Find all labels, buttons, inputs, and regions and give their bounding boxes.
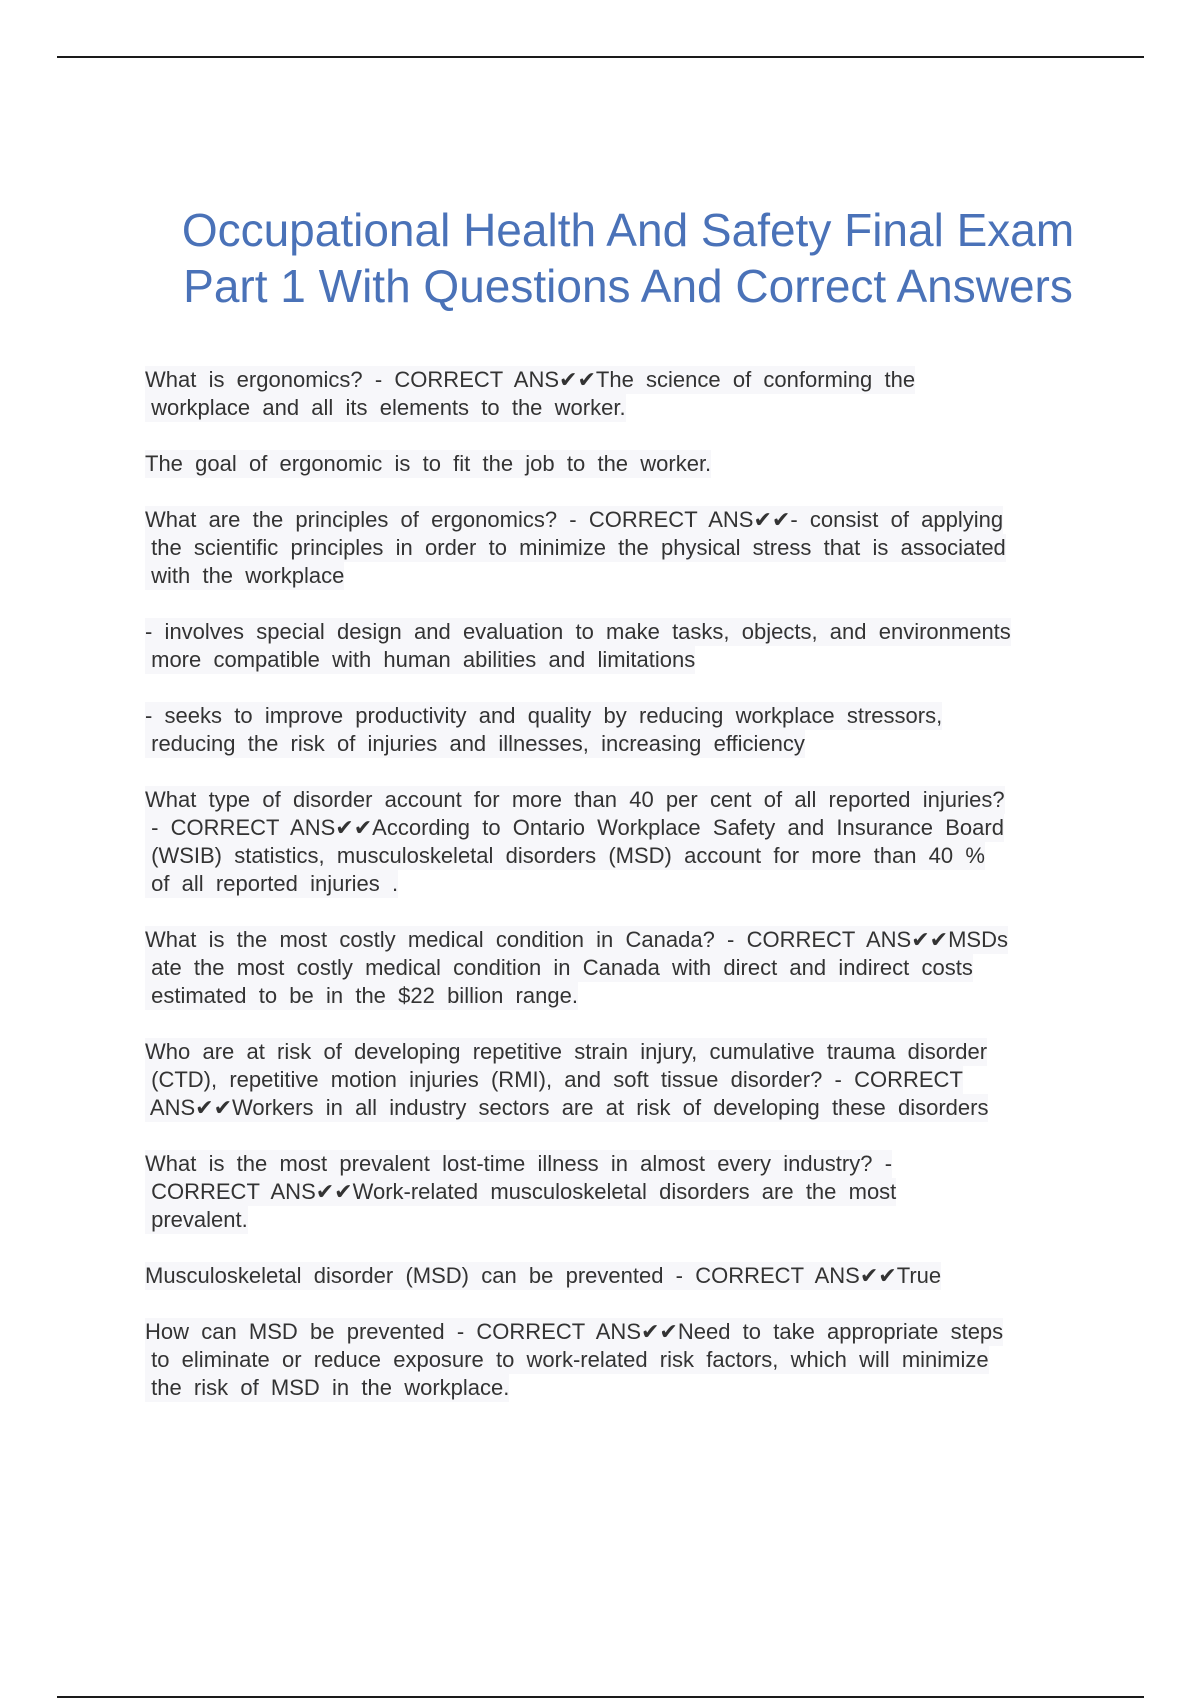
paragraph-line: (WSIB) statistics, musculoskeletal disorders (MSD) account for more than 40 % (145, 843, 985, 868)
paragraph-line: the scientific principles in order to minimize the physical stress that is associated (145, 535, 1006, 560)
document-title-line-1: Occupational Health And Safety Final Exam (181, 204, 1075, 256)
paragraph-line: estimated to be in the $22 billion range. (145, 983, 578, 1008)
paragraph-line: Musculoskeletal disorder (MSD) can be prevented - CORRECT ANS✔✔True (145, 1263, 942, 1288)
qa-paragraph (145, 1262, 1090, 1290)
paragraph-line: the risk of MSD in the workplace. (145, 1375, 510, 1400)
paragraph-line: of all reported injuries . (145, 871, 399, 896)
paragraph-line: ANS✔✔Workers in all industry sectors are at risk of developing these disorders (145, 1095, 989, 1120)
qa-paragraph (145, 450, 1090, 478)
qa-content (145, 366, 1090, 1430)
document-title-line-2: Part 1 With Questions And Correct Answers (183, 260, 1073, 312)
paragraph-line: more compatible with human abilities and limitations (145, 647, 696, 672)
paragraph-line: - involves special design and evaluation to make tasks, objects, and environments (145, 619, 1011, 644)
paragraph-line: prevalent. (145, 1207, 248, 1232)
document-title (148, 202, 1108, 314)
qa-paragraph (145, 506, 1090, 590)
paragraph-line: (CTD), repetitive motion injuries (RMI), and soft tissue disorder? - CORRECT (145, 1067, 963, 1092)
qa-paragraph (145, 926, 1090, 1010)
qa-paragraph (145, 1318, 1090, 1402)
qa-paragraph (145, 618, 1090, 674)
paragraph-line: The goal of ergonomic is to fit the job to the worker. (145, 451, 712, 476)
top-rule (57, 56, 1144, 58)
paragraph-line: What is the most costly medical condition in Canada? - CORRECT ANS✔✔MSDs (145, 927, 1008, 952)
paragraph-line: What are the principles of ergonomics? - CORRECT ANS✔✔- consist of applying (145, 507, 1004, 532)
qa-paragraph (145, 702, 1090, 758)
paragraph-line: Who are at risk of developing repetitive strain injury, cumulative trauma disorder (145, 1039, 988, 1064)
paragraph-line: ate the most costly medical condition in Canada with direct and indirect costs (145, 955, 973, 980)
qa-paragraph (145, 1150, 1090, 1234)
paragraph-line: CORRECT ANS✔✔Work-related musculoskeletal disorders are the most (145, 1179, 897, 1204)
paragraph-line: to eliminate or reduce exposure to work-related risk factors, which will minimize (145, 1347, 989, 1372)
paragraph-line: reducing the risk of injuries and illnesses, increasing efficiency (145, 731, 805, 756)
paragraph-line: with the workplace (145, 563, 345, 588)
paragraph-line: - CORRECT ANS✔✔According to Ontario Workplace Safety and Insurance Board (145, 815, 1004, 840)
paragraph-line: workplace and all its elements to the worker. (145, 395, 626, 420)
paragraph-line: How can MSD be prevented - CORRECT ANS✔✔Need to take appropriate steps (145, 1319, 1004, 1344)
bottom-rule (57, 1696, 1144, 1698)
qa-paragraph (145, 366, 1090, 422)
paragraph-line: What is ergonomics? - CORRECT ANS✔✔The science of conforming the (145, 367, 916, 392)
paragraph-line: What type of disorder account for more than 40 per cent of all reported injuries? (145, 787, 1005, 812)
paragraph-line: - seeks to improve productivity and quality by reducing workplace stressors, (145, 703, 943, 728)
qa-paragraph (145, 1038, 1090, 1122)
paragraph-line: What is the most prevalent lost-time illness in almost every industry? - (145, 1151, 893, 1176)
qa-paragraph (145, 786, 1090, 898)
